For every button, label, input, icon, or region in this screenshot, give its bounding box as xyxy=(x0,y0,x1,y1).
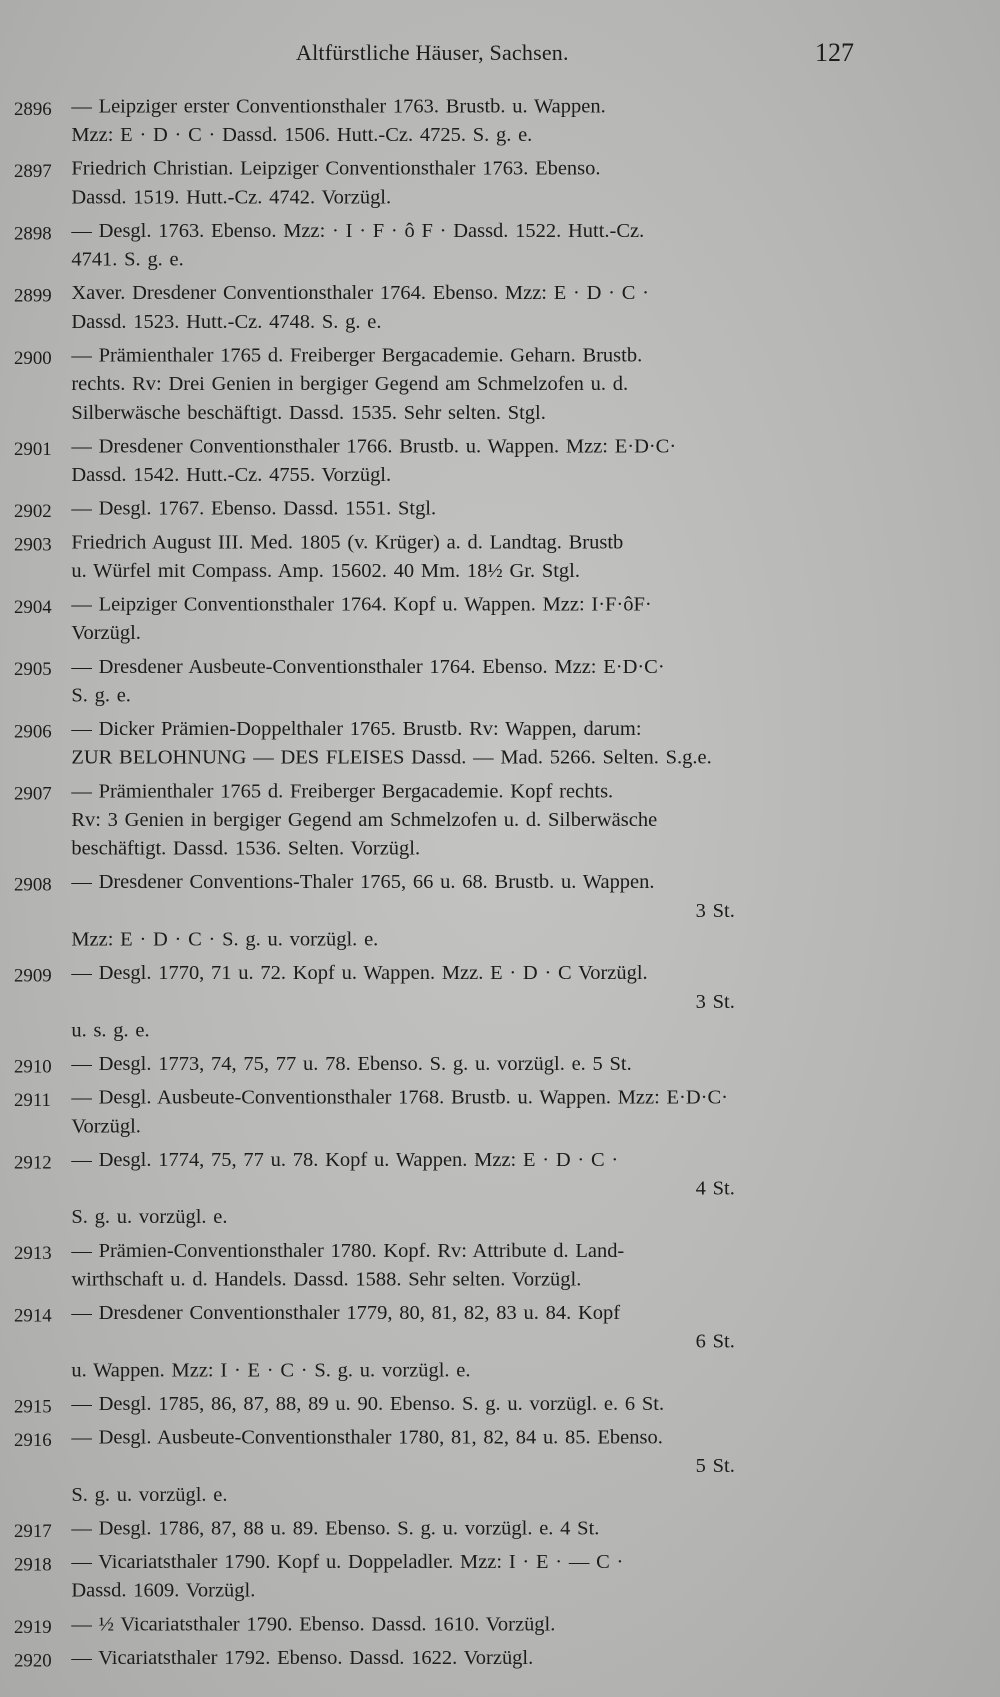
entry-line: 5 St. xyxy=(695,1455,735,1478)
entry-line: S. g. u. vorzügl. e. xyxy=(71,1206,228,1229)
entry-description xyxy=(71,1389,734,1418)
entry-description xyxy=(71,652,734,709)
entry-line: — Vicariatsthaler 1790. Kopf u. Doppeladler. Mzz: I · E · — C · xyxy=(71,1550,624,1573)
entry-number: 2917 xyxy=(14,1520,52,1542)
entry-description xyxy=(71,1145,734,1231)
entry-line: 6 St. xyxy=(695,1330,735,1353)
entry-line: — Desgl. 1786, 87, 88 u. 89. Ebenso. S. g. u. vorzügl. e. 4 St. xyxy=(71,1517,600,1540)
catalogue-entry xyxy=(14,1050,735,1079)
entry-line: — Prämien-Conventionsthaler 1780. Kopf. Rv: Attribute d. Land- xyxy=(71,1239,625,1262)
entry-line: — Leipziger Conventionsthaler 1764. Kopf u. Wappen. Mzz: I·F·ôF· xyxy=(71,593,652,616)
entry-description xyxy=(71,1643,734,1672)
entry-description xyxy=(71,1610,734,1639)
entry-line: S. g. u. vorzügl. e. xyxy=(71,1483,228,1506)
entry-line: Mzz: E · D · C · S. g. u. vorzügl. e. xyxy=(71,928,379,951)
entry-description xyxy=(71,590,734,647)
entry-number: 2918 xyxy=(14,1554,52,1575)
entry-line: — Desgl. 1767. Ebenso. Dassd. 1551. Stgl. xyxy=(71,497,437,520)
catalogue-entry xyxy=(14,217,735,274)
entry-description xyxy=(71,868,734,954)
entry-description xyxy=(71,432,734,489)
entry-line: — Dicker Prämien-Doppelthaler 1765. Brustb. Rv: Wappen, darum: xyxy=(71,717,642,740)
catalogue-entry xyxy=(14,1548,735,1605)
entry-number: 2908 xyxy=(14,874,52,895)
page-header xyxy=(0,38,1000,78)
entry-number: 2911 xyxy=(14,1089,51,1111)
entry-number: 2896 xyxy=(14,98,52,120)
catalogue-entry xyxy=(14,92,735,149)
entry-line: 4741. S. g. e. xyxy=(71,248,184,271)
entry-line: Dassd. 1542. Hutt.-Cz. 4755. Vorzügl. xyxy=(71,463,392,486)
entry-number: 2909 xyxy=(14,965,52,986)
entry-description xyxy=(71,217,734,274)
entry-number: 2914 xyxy=(14,1305,52,1326)
entry-line: Vorzügl. xyxy=(71,621,141,645)
entry-number: 2919 xyxy=(14,1616,52,1637)
catalogue-entry xyxy=(14,494,735,523)
entry-number: 2905 xyxy=(14,658,52,680)
entry-line: — Desgl. 1770, 71 u. 72. Kopf u. Wappen. Mzz. E · D · C Vorzügl. xyxy=(71,961,648,985)
entry-line: rechts. Rv: Drei Genien in bergiger Gegend am Schmelzofen u. d. xyxy=(71,372,629,396)
entry-description xyxy=(71,92,734,149)
catalogue-entry xyxy=(14,1083,735,1140)
catalogue-entries xyxy=(14,92,735,1677)
entry-description xyxy=(71,1514,734,1543)
catalogue-entry xyxy=(14,715,735,772)
entry-description xyxy=(71,1423,734,1509)
entry-line: 4 St. xyxy=(695,1177,735,1200)
catalogue-entry xyxy=(14,959,735,1045)
entry-line: — Dresdener Ausbeute-Conventionsthaler 1764. Ebenso. Mzz: E·D·C· xyxy=(71,655,665,678)
catalogue-entry xyxy=(14,1514,735,1543)
entry-line: — Vicariatsthaler 1792. Ebenso. Dassd. 1622. Vorzügl. xyxy=(71,1646,534,1669)
entry-number: 2899 xyxy=(14,285,52,306)
entry-description xyxy=(71,1548,734,1605)
entry-description xyxy=(71,959,734,1045)
running-title: Altfürstliche Häuser, Sachsen. xyxy=(296,40,569,65)
entry-line: Friedrich Christian. Leipziger Conventionsthaler 1763. Ebenso. xyxy=(71,157,601,180)
catalogue-entry xyxy=(14,432,735,489)
catalogue-entry xyxy=(14,1610,735,1639)
entry-line: Xaver. Dresdener Conventionsthaler 1764. Ebenso. Mzz: E · D · C · xyxy=(71,282,649,305)
entry-line: Mzz: E · D · C · Dassd. 1506. Hutt.-Cz. 4725. S. g. e. xyxy=(71,123,533,147)
entry-line: u. Wappen. Mzz: I · E · C · S. g. u. vorzügl. e. xyxy=(71,1359,471,1382)
entry-line: — Prämienthaler 1765 d. Freiberger Bergacademie. Geharn. Brustb. xyxy=(71,344,643,367)
catalogue-entry xyxy=(14,777,735,863)
entry-line: wirthschaft u. d. Handels. Dassd. 1588. Sehr selten. Vorzügl. xyxy=(71,1268,582,1291)
catalogue-entry xyxy=(14,1145,735,1231)
entry-line: Dassd. 1609. Vorzügl. xyxy=(71,1579,256,1602)
entry-description xyxy=(71,1299,734,1385)
entry-line: Silberwäsche beschäftigt. Dassd. 1535. Sehr selten. Stgl. xyxy=(71,401,546,424)
entry-line: beschäftigt. Dassd. 1536. Selten. Vorzügl. xyxy=(71,837,421,860)
entry-description xyxy=(71,279,734,336)
catalogue-entry xyxy=(14,341,735,427)
entry-description xyxy=(71,154,734,211)
entry-number: 2897 xyxy=(14,160,52,182)
entry-line: — Dresdener Conventionsthaler 1779, 80, 81, 82, 83 u. 84. Kopf xyxy=(71,1301,621,1324)
entry-number: 2915 xyxy=(14,1396,52,1417)
entry-description xyxy=(71,777,734,863)
entry-number: 2920 xyxy=(14,1649,52,1671)
catalogue-entry xyxy=(14,1299,735,1385)
entry-description xyxy=(71,341,734,427)
entry-line: — Desgl. Ausbeute-Conventionsthaler 1780, 81, 82, 84 u. 85. Ebenso. xyxy=(71,1426,663,1449)
entry-number: 2903 xyxy=(14,534,52,555)
entry-number: 2913 xyxy=(14,1242,52,1264)
entry-description xyxy=(71,528,734,585)
entry-line: S. g. e. xyxy=(71,684,131,707)
entry-line: Dassd. 1523. Hutt.-Cz. 4748. S. g. e. xyxy=(71,310,382,333)
entry-number: 2910 xyxy=(14,1056,52,1077)
entry-number: 2906 xyxy=(14,721,52,742)
entry-line: ZUR BELOHNUNG — DES FLEISES Dassd. — Mad. 5266. Selten. S.g.e. xyxy=(71,746,712,769)
entry-line: — Desgl. 1774, 75, 77 u. 78. Kopf u. Wappen. Mzz: E · D · C · xyxy=(71,1148,619,1171)
entry-line: — Leipziger erster Conventionsthaler 1763. Brustb. u. Wappen. xyxy=(71,95,606,118)
entry-description xyxy=(71,1083,734,1140)
catalogue-entry xyxy=(14,1423,735,1509)
entry-number: 2901 xyxy=(14,438,52,459)
catalogue-entry xyxy=(14,868,735,954)
entry-line: u. s. g. e. xyxy=(71,1019,150,1042)
catalogue-entry xyxy=(14,1643,735,1672)
entry-line: Vorzügl. xyxy=(71,1115,141,1138)
entry-line: — Prämienthaler 1765 d. Freiberger Bergacademie. Kopf rechts. xyxy=(71,780,614,803)
catalogue-entry xyxy=(14,528,735,585)
entry-number: 2902 xyxy=(14,500,52,522)
entry-line: — ½ Vicariatsthaler 1790. Ebenso. Dassd. 1610. Vorzügl. xyxy=(71,1613,556,1636)
entry-line: — Dresdener Conventionsthaler 1766. Brustb. u. Wappen. Mzz: E·D·C· xyxy=(71,435,677,458)
entry-description xyxy=(71,1050,734,1079)
entry-line: — Desgl. 1773, 74, 75, 77 u. 78. Ebenso. S. g. u. vorzügl. e. 5 St. xyxy=(71,1052,632,1075)
entry-number: 2904 xyxy=(14,596,52,618)
entry-line: Rv: 3 Genien in bergiger Gegend am Schmelzofen u. d. Silberwäsche xyxy=(71,808,658,831)
entry-number: 2900 xyxy=(14,347,52,369)
entry-line: Friedrich August III. Med. 1805 (v. Krüger) a. d. Landtag. Brustb xyxy=(71,531,624,554)
entry-description xyxy=(71,494,734,523)
entry-line: Dassd. 1519. Hutt.-Cz. 4742. Vorzügl. xyxy=(71,186,392,209)
entry-number: 2907 xyxy=(14,783,52,804)
entry-line: u. Würfel mit Compass. Amp. 15602. 40 Mm. 18½ Gr. Stgl. xyxy=(71,559,580,582)
entry-line: 3 St. xyxy=(695,899,735,922)
entry-line: 3 St. xyxy=(695,990,735,1013)
entry-number: 2916 xyxy=(14,1429,52,1451)
catalogue-entry xyxy=(14,1389,735,1418)
entry-line: — Desgl. Ausbeute-Conventionsthaler 1768. Brustb. u. Wappen. Mzz: E·D·C· xyxy=(71,1086,728,1109)
entry-number: 2912 xyxy=(14,1151,52,1173)
entry-line: — Dresdener Conventions-Thaler 1765, 66 u. 68. Brustb. u. Wappen. xyxy=(71,870,655,894)
catalogue-entry xyxy=(14,590,735,647)
entry-description xyxy=(71,715,734,772)
catalogue-entry xyxy=(14,279,735,336)
page-number: 127 xyxy=(815,38,854,67)
entry-number: 2898 xyxy=(14,223,52,244)
catalogue-entry xyxy=(14,652,735,709)
catalogue-entry xyxy=(14,154,735,211)
entry-line: — Desgl. 1785, 86, 87, 88, 89 u. 90. Ebenso. S. g. u. vorzügl. e. 6 St. xyxy=(71,1392,665,1415)
catalogue-entry xyxy=(14,1236,735,1293)
entry-line: — Desgl. 1763. Ebenso. Mzz: · I · F · ô F · Dassd. 1522. Hutt.-Cz. xyxy=(71,219,645,242)
entry-description xyxy=(71,1236,734,1293)
